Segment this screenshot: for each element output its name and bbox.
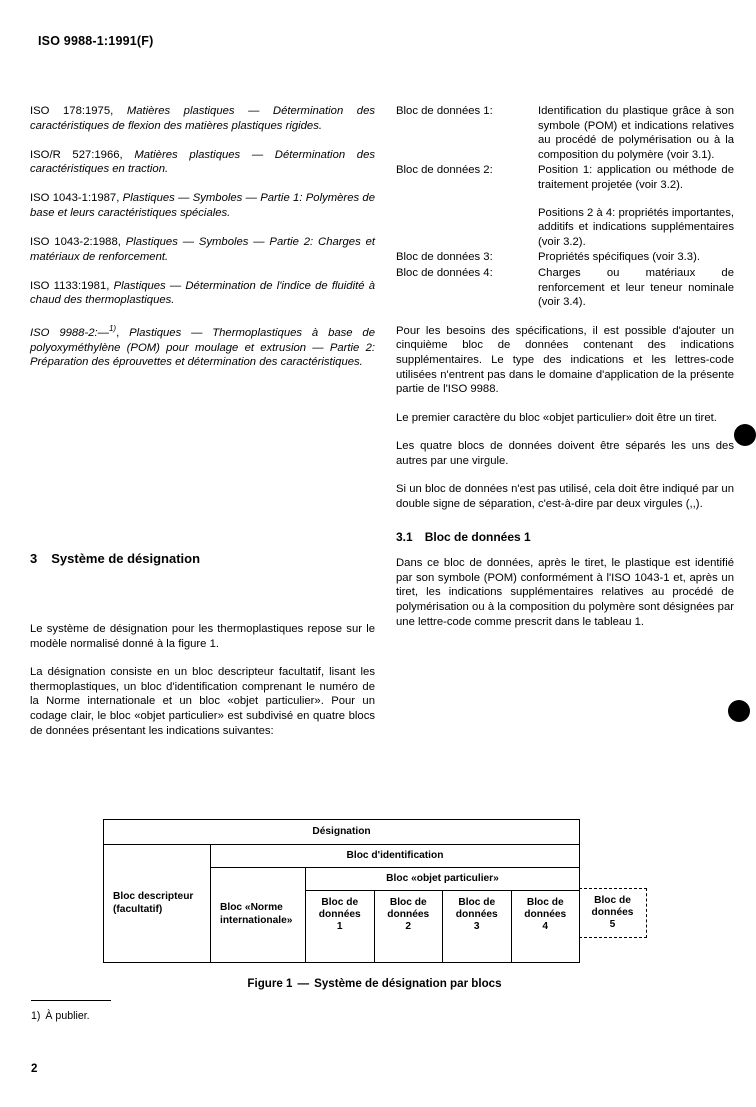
data-block-line1: Bloc de — [594, 895, 631, 906]
data-block-number: 4 — [542, 921, 549, 933]
definition-row — [396, 266, 734, 310]
body-paragraph: Pour les besoins des spécifications, il est possible d'ajouter un cinquième bloc de données contenant des indications supplémentaires. Le type des indications et les lettres-code utilisées n'entrent pas dans le domaine d'application de la présente partie de l'ISO 9988. — [396, 324, 734, 396]
table-row — [104, 820, 579, 844]
reference-id-tail: , — [116, 327, 130, 340]
data-block-number: 5 — [609, 919, 616, 931]
figure-caption-dash: — — [297, 977, 310, 990]
data-block-line2: données — [455, 909, 498, 921]
cell-designation: Désignation — [312, 825, 371, 837]
data-block-number: 3 — [473, 921, 480, 933]
data-block-line2: données — [524, 909, 567, 921]
data-block-line1: Bloc de — [458, 897, 496, 908]
designation-scheme-table — [103, 819, 634, 963]
definition-description-paragraph: Positions 2 à 4: propriétés importantes, additifs et indications supplémentaires (voir 3.2). — [538, 206, 734, 248]
footnote-reference-marker: 1) — [108, 324, 117, 334]
definition-row — [396, 250, 734, 265]
reference-title: Matières plastiques — Détermination des caractéristiques de flexion des matières plastiques rigides. — [30, 105, 376, 132]
normative-reference — [30, 235, 375, 264]
reference-title: Matières plastiques — Détermination des caractéristiques en traction. — [30, 148, 376, 176]
body-paragraph: Si un bloc de données n'est pas utilisé, cela doit être indiqué par un double signe de séparation, c'est-à-dire par deux virgules (,,). — [396, 483, 734, 511]
section-heading-3 — [30, 551, 200, 566]
identification-stack — [211, 844, 579, 962]
footnote-text: À publier. — [45, 1010, 90, 1022]
footnote — [31, 1010, 90, 1022]
cell-bloc-descripteur-line1: Bloc descripteur — [113, 890, 194, 902]
normative-reference — [30, 279, 375, 308]
reference-id: ISO 1043-2:1988, — [30, 236, 126, 249]
cell-bloc-descripteur-line2: (facultatif) — [113, 903, 163, 915]
figure-1 — [103, 819, 646, 990]
normative-reference — [30, 104, 375, 133]
cell-data-block-1 — [306, 891, 375, 962]
margin-change-mark-icon — [734, 424, 756, 446]
data-block-line2: données — [387, 909, 430, 921]
definition-description — [538, 266, 734, 310]
cell-bloc-objet-particulier: Bloc «objet particulier» — [306, 868, 579, 891]
definition-description — [538, 163, 734, 249]
footnote-marker: 1) — [31, 1010, 41, 1022]
footnote-separator-rule — [31, 1000, 111, 1001]
reference-id: ISO 9988-2:— — [30, 327, 109, 340]
data-block-line2: données — [318, 909, 361, 921]
definition-description-paragraph: Propriétés spécifiques (voir 3.3). — [538, 251, 700, 264]
reference-title: Plastiques — Thermoplastiques à base de polyoxyméthylène (POM) pour moulage et extrusion — Partie 2: Préparation des éprouvettes et détermination des caractéristiques. — [30, 327, 376, 369]
margin-change-mark-icon — [728, 700, 750, 722]
figure-caption-text: Système de désignation par blocs — [314, 977, 502, 990]
document-header-id: ISO 9988-1:1991(F) — [38, 34, 154, 48]
section-title: Système de désignation — [51, 551, 201, 566]
data-block-line2: données — [591, 907, 634, 919]
section-number: 3 — [30, 551, 38, 566]
body-paragraph: Le système de désignation pour les thermoplastiques repose sur le modèle normalisé donné à la figure 1. — [30, 623, 375, 650]
reference-id: ISO 178:1975, — [30, 105, 127, 117]
table-row — [306, 891, 579, 962]
normative-reference — [30, 191, 375, 220]
normative-reference — [30, 148, 375, 177]
definition-term: Bloc de données 3: — [396, 251, 493, 264]
definition-term: Bloc de données 2: — [396, 164, 493, 177]
cell-data-block-5-optional — [579, 888, 647, 938]
reference-title: Plastiques — Symboles — Partie 1: Polymères de base et leurs caractéristiques spéciales. — [30, 192, 375, 219]
reference-title: Plastiques — Symboles — Partie 2: Charges et matériaux de renforcement. — [30, 236, 375, 263]
normative-reference — [30, 322, 375, 370]
cell-bloc-norme-line2: internationale» — [220, 915, 293, 926]
body-paragraph: Les quatre blocs de données doivent être séparés les uns des autres par une virgule. — [396, 440, 734, 467]
objet-particulier-stack — [306, 868, 579, 962]
definition-description-paragraph: Identification du plastique grâce à son symbole (POM) et indications relatives au procédé de polymérisation ou à la composition du polymère (voir 3.1). — [538, 105, 734, 161]
body-paragraph: Dans ce bloc de données, après le tiret, le plastique est identifié par son symbole (POM) conformément à l'ISO 1043-1 et, après un tiret, les indications supplémentaires relatives au procédé de polymérisation ou à la composition du polymère sont désignées par une lettre-code comme prescrit dans le tableau 1. — [396, 557, 734, 628]
figure-caption-label: Figure 1 — [247, 977, 293, 990]
reference-id: ISO/R 527:1966, — [30, 148, 135, 161]
subsection-title: Bloc de données 1 — [424, 529, 531, 544]
cell-data-block-2 — [375, 891, 444, 962]
definition-term: Bloc de données 4: — [396, 266, 493, 279]
definition-description — [538, 250, 734, 265]
body-paragraph: La désignation consiste en un bloc descripteur facultatif, lisant les thermoplastiques, un bloc d'identification comprenant le numéro de la Norme internationale et un bloc «objet particulier». Pour un codage clair, le bloc «objet particulier» est subdivisé en quatre blocs de données présentant les indications suivantes: — [30, 666, 375, 737]
data-block-line1: Bloc de — [526, 897, 564, 908]
body-paragraph: Le premier caractère du bloc «objet particulier» doit être un tiret. — [396, 411, 717, 424]
cell-data-block-4 — [512, 891, 580, 962]
cell-bloc-descripteur — [104, 844, 211, 962]
page-number: 2 — [31, 1063, 38, 1075]
subsection-number: 3.1 — [396, 529, 413, 544]
cell-data-block-3 — [443, 891, 512, 962]
definition-row — [396, 104, 734, 162]
table-row — [211, 868, 579, 962]
left-column-body — [30, 622, 375, 752]
cell-bloc-norme-internationale — [211, 868, 306, 962]
data-block-line1: Bloc de — [389, 897, 427, 908]
table-row — [104, 844, 579, 962]
data-block-definition-list — [396, 104, 734, 310]
reference-title: Plastiques — Détermination de l'indice de fluidité à chaud des thermoplastiques. — [30, 279, 375, 307]
definition-description-paragraph: Position 1: application ou méthode de traitement projetée (voir 3.2). — [538, 164, 734, 191]
section-heading-3-1 — [396, 530, 734, 545]
definition-description-paragraph: Charges ou matériaux de renforcement et leur teneur nominale (voir 3.4). — [538, 266, 734, 309]
definition-term: Bloc de données 1: — [396, 105, 493, 117]
reference-id: ISO 1133:1981, — [30, 279, 114, 292]
right-column — [396, 104, 734, 643]
reference-id: ISO 1043-1:1987, — [30, 192, 123, 205]
cell-bloc-norme-line1: Bloc «Norme — [220, 902, 283, 914]
cell-bloc-identification: Bloc d'identification — [211, 844, 579, 868]
definition-description — [538, 104, 734, 162]
left-column — [30, 104, 375, 384]
data-block-number: 2 — [405, 921, 412, 933]
figure-caption — [103, 977, 646, 990]
data-block-line1: Bloc de — [321, 897, 359, 908]
data-block-number: 1 — [336, 921, 343, 933]
definition-row — [396, 163, 734, 249]
